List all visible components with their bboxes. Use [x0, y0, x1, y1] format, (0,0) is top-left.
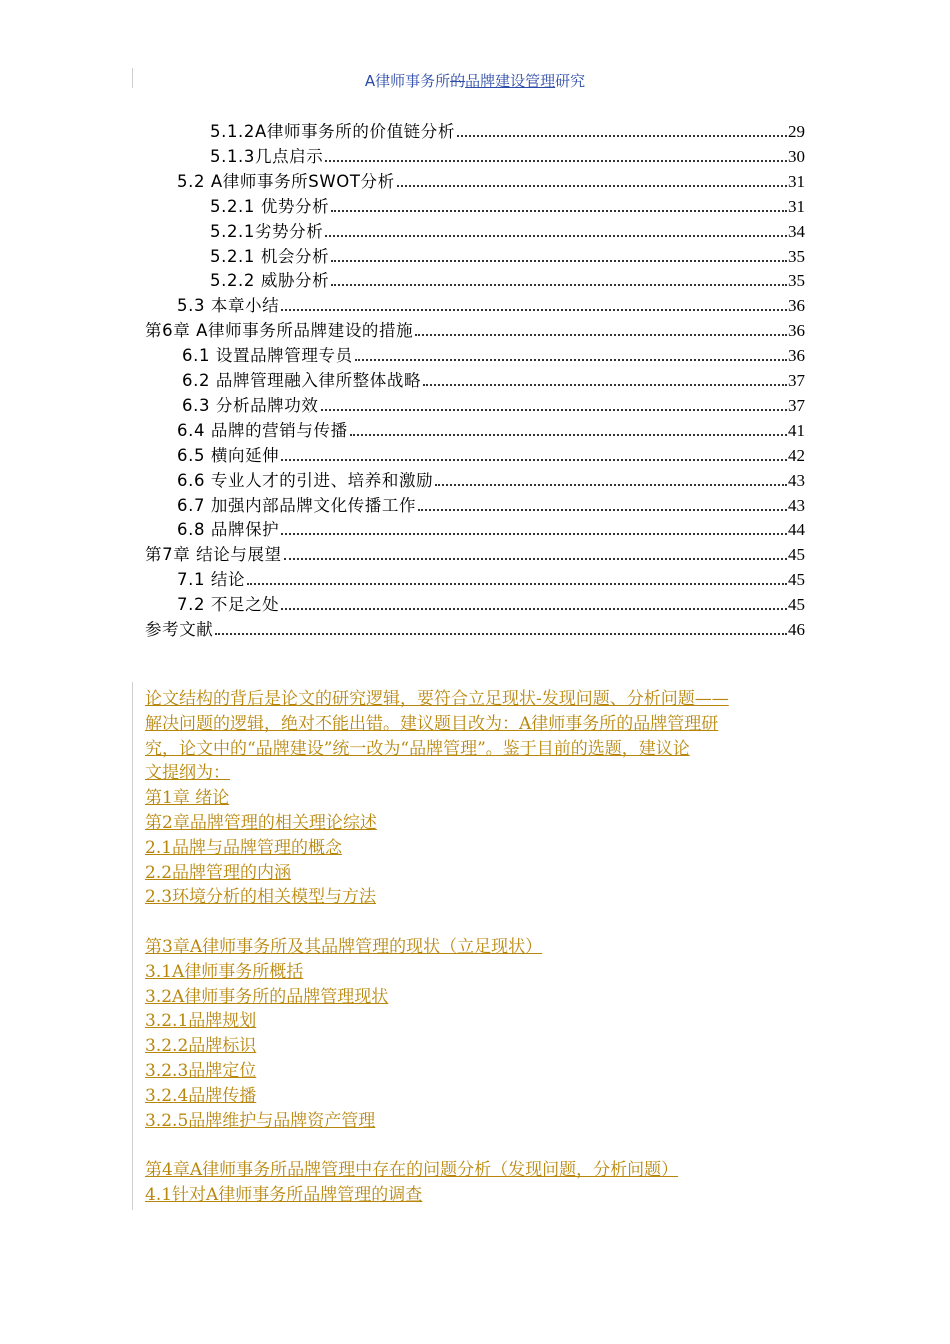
comment-line: 论文结构的背后是论文的研究逻辑，要符合立足现状-发现问题、分析问题——	[145, 689, 729, 709]
toc-entry-label: 6.6 专业人才的引进、培养和激励	[177, 470, 434, 490]
toc-entry-label: 6.1 设置品牌管理专员	[182, 346, 353, 366]
page-header	[140, 70, 810, 91]
outline-spacer	[145, 910, 810, 935]
toc-page-number: 29	[788, 122, 805, 141]
toc-page-number: 35	[788, 271, 805, 291]
toc-dot-leader	[350, 434, 787, 436]
toc-dot-leader	[281, 309, 787, 311]
comment-line: 究，论文中的“品牌建设”统一改为“品牌管理”。鉴于目前的选题，建议论	[145, 738, 690, 759]
toc-dot-leader	[397, 185, 787, 187]
toc-entry[interactable]	[177, 515, 805, 540]
toc-entry-label: 5.2.2 威胁分析	[210, 271, 330, 291]
toc-page-number: 37	[788, 395, 805, 415]
outline-item: 2.2品牌管理的内涵	[145, 862, 292, 883]
toc-entry[interactable]	[145, 540, 805, 565]
toc-dot-leader	[247, 583, 787, 585]
toc-page-number: 31	[788, 196, 805, 216]
toc-entry[interactable]	[177, 466, 805, 491]
toc-page-number: 42	[788, 445, 805, 465]
toc-dot-leader	[435, 484, 787, 486]
toc-entry-label: 6.8 品牌保护	[177, 520, 280, 540]
toc-entry[interactable]	[182, 341, 805, 366]
outline-item: 3.2.3品牌定位	[145, 1060, 257, 1081]
revision-comment	[145, 687, 810, 1208]
toc-entry[interactable]	[145, 316, 805, 341]
toc-entry-label: 6.4 品牌的营销与传播	[177, 420, 348, 440]
outline-item: 第4章A律师事务所品牌管理中存在的问题分析（发现问题，分析问题）	[145, 1160, 679, 1181]
toc-entry-label: 5.1.2A律师事务所的价值链分析	[210, 122, 455, 141]
toc-page-number: 45	[788, 545, 805, 565]
toc-dot-leader	[331, 210, 787, 212]
toc-entry[interactable]	[210, 117, 805, 142]
toc-dot-leader	[355, 359, 787, 361]
toc-entry[interactable]	[177, 291, 805, 316]
toc-entry[interactable]	[177, 441, 805, 466]
toc-page-number: 43	[788, 495, 805, 515]
toc-page-number: 45	[788, 570, 805, 590]
toc-dot-leader	[325, 235, 787, 237]
toc-entry-label: 5.2 A律师事务所SWOT分析	[177, 171, 395, 191]
toc-entry-label: 7.1 结论	[177, 570, 246, 590]
toc-dot-leader	[331, 260, 787, 262]
toc-page-number: 36	[788, 346, 805, 366]
outline-item: 4.1针对A律师事务所品牌管理的调查	[145, 1184, 423, 1205]
toc-dot-leader	[284, 558, 787, 560]
toc-page-number: 46	[788, 620, 805, 639]
toc-page-number: 30	[788, 146, 805, 166]
outline-item: 第3章A律师事务所及其品牌管理的现状（立足现状）	[145, 936, 543, 957]
toc-page-number: 36	[788, 296, 805, 316]
toc-entry-label: 参考文献	[145, 620, 214, 639]
toc-dot-leader	[415, 334, 787, 336]
toc-dot-leader	[325, 160, 787, 162]
toc-page-number: 36	[788, 321, 805, 341]
toc-entry-label: 第6章 A律师事务所品牌建设的措施	[145, 321, 414, 341]
toc-entry-label: 5.2.1 优势分析	[210, 196, 330, 216]
header-title-part2: 品牌建设	[465, 72, 526, 90]
toc-entry-label: 6.7 加强内部品牌文化传播工作	[177, 495, 417, 515]
toc-page-number: 37	[788, 371, 805, 390]
toc-entry-label: 6.3 分析品牌功效	[182, 395, 319, 415]
toc-dot-leader	[321, 409, 788, 411]
toc-entry[interactable]	[182, 366, 805, 391]
toc-dot-leader	[281, 533, 787, 535]
comment-line: 文提纲为：	[145, 763, 230, 784]
toc-page-number: 34	[788, 221, 805, 241]
toc-entry-label: 5.1.3几点启示	[210, 146, 324, 166]
toc-entry[interactable]	[210, 192, 805, 217]
comment-paragraph	[145, 687, 810, 786]
toc-entry[interactable]	[177, 590, 805, 615]
toc-entry[interactable]	[210, 142, 805, 167]
header-deleted-text: 的	[450, 72, 466, 90]
toc-page-number: 43	[788, 470, 805, 490]
toc-dot-leader	[331, 284, 787, 286]
toc-page-number: 31	[788, 171, 805, 191]
toc-dot-leader	[418, 509, 787, 511]
header-title-part1: A律师事务所	[364, 72, 451, 90]
toc-entry-label: 5.2.1 机会分析	[210, 246, 330, 266]
toc-dot-leader	[215, 633, 787, 635]
toc-entry[interactable]	[210, 217, 805, 242]
toc-page-number: 41	[788, 420, 805, 440]
outline-item: 3.2A律师事务所的品牌管理现状	[145, 986, 389, 1007]
comment-margin-bar	[132, 682, 133, 1210]
toc-entry[interactable]	[210, 242, 805, 267]
toc-entry-label: 第7章 结论与展望	[145, 545, 282, 565]
toc-entry-label: 6.2 品牌管理融入律所整体战略	[182, 371, 422, 390]
header-margin-mark	[132, 68, 133, 88]
toc-entry[interactable]	[177, 491, 805, 516]
outline-spacer	[145, 1133, 810, 1158]
toc-entry[interactable]	[177, 416, 805, 441]
outline-item: 第1章 绪论	[145, 788, 230, 809]
outline-item: 3.1A律师事务所概括	[145, 961, 304, 982]
outline-item: 第2章品牌管理的相关理论综述	[145, 812, 377, 833]
outline-item: 3.2.1品牌规划	[145, 1011, 257, 1032]
header-title-part3: 研究	[555, 72, 586, 90]
toc-page-number: 45	[788, 595, 805, 615]
header-inserted-text: 管理	[525, 72, 556, 90]
outline-item: 2.3环境分析的相关模型与方法	[145, 887, 377, 908]
toc-page-number: 44	[788, 520, 805, 540]
outline-item: 3.2.5品牌维护与品牌资产管理	[145, 1110, 376, 1131]
toc-entry[interactable]	[182, 391, 805, 416]
toc-entry-label: 7.2 不足之处	[177, 595, 280, 615]
toc-dot-leader	[457, 135, 787, 137]
toc-entry[interactable]	[177, 167, 805, 192]
toc-dot-leader	[281, 459, 787, 461]
toc-entry-label: 5.2.1劣势分析	[210, 221, 324, 241]
toc-entry[interactable]	[210, 266, 805, 291]
toc-entry[interactable]	[177, 565, 805, 590]
toc-entry-label: 5.3 本章小结	[177, 296, 280, 316]
toc-dot-leader	[423, 384, 787, 386]
toc-page-number: 35	[788, 246, 805, 266]
outline-item: 3.2.2品牌标识	[145, 1036, 257, 1057]
toc-entry[interactable]	[145, 615, 805, 640]
outline-item: 3.2.4品牌传播	[145, 1085, 257, 1106]
toc-entry-label: 6.5 横向延伸	[177, 445, 280, 465]
toc-dot-leader	[281, 608, 787, 610]
suggested-outline	[145, 786, 810, 1208]
outline-item: 2.1品牌与品牌管理的概念	[145, 837, 343, 858]
comment-line: 解决问题的逻辑，绝对不能出错。建议题目改为：A律师事务所的品牌管理研	[145, 713, 719, 734]
